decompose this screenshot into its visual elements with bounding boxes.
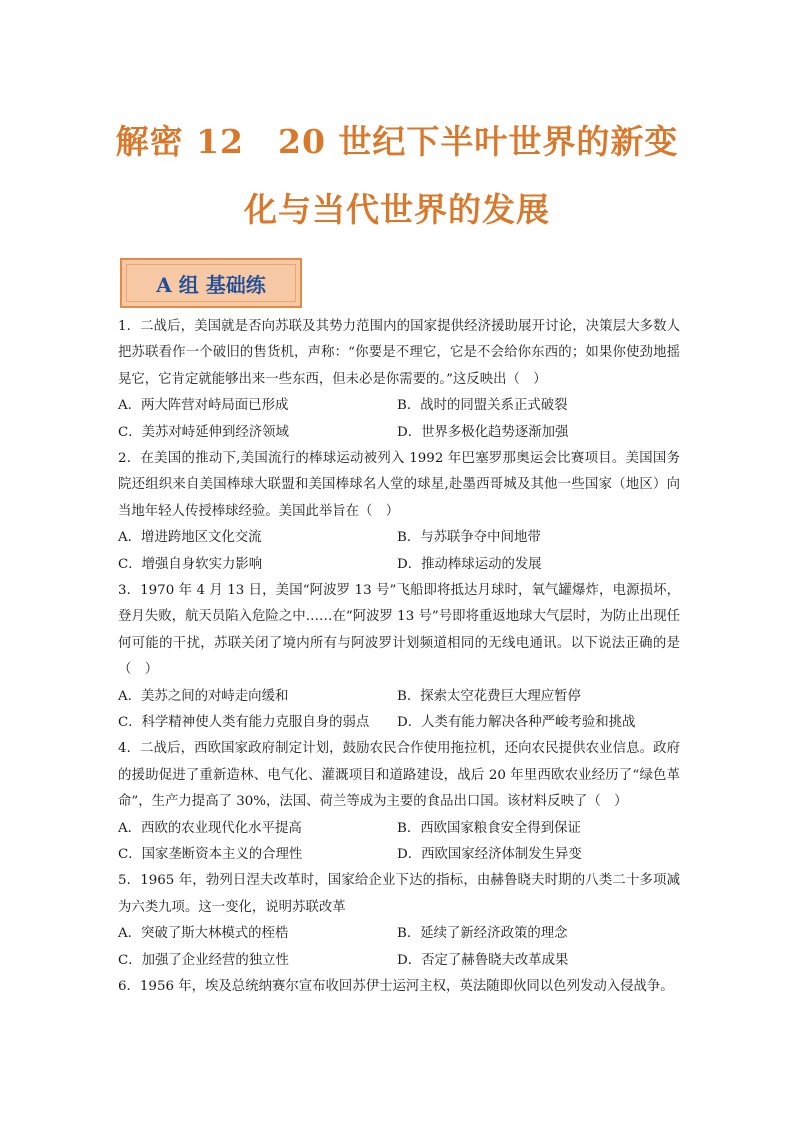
section-header-box [120,258,302,308]
option-row [118,710,680,736]
question-2 [118,446,680,578]
question-6 [118,974,680,1000]
option-d: D．推动棒球运动的发展 [397,556,542,572]
option-c: C．科学精神使人类有能力克服自身的弱点 [118,715,370,731]
option-row [118,948,680,974]
question-5 [118,868,680,974]
option-d: D．西欧国家经济体制发生异变 [397,847,582,863]
question-1 [118,314,680,446]
option-row [118,684,680,710]
option-b: B．与苏联争夺中间地带 [397,530,541,546]
question-list [118,314,680,1000]
option-b: B．探索太空花费巨大理应暂停 [397,688,581,704]
option-d: D．人类有能力解决各种严峻考验和挑战 [397,715,636,731]
option-c: C．美苏对峙延伸到经济领域 [118,424,289,440]
option-c: C．增强自身软实力影响 [118,556,263,572]
option-d: D．否定了赫鲁晓夫改革成果 [397,952,569,968]
question-stem: 6．1956 年，埃及总统纳赛尔宣布收回苏伊士运河主权，英法随即伙同以色列发动入侵战争。 [118,979,674,994]
option-row [118,921,680,947]
option-b: B．西欧国家粮食安全得到保证 [397,820,581,836]
option-b: B．延续了新经济政策的理念 [397,926,568,942]
document-title-line-2: 化与当代世界的发展 [244,190,550,229]
option-c: C．加强了企业经营的独立性 [118,952,289,968]
document-title-line-1: 解密 12 20 世纪下半叶世界的新变 [115,122,679,161]
question-4 [118,736,680,868]
option-a: A．突破了斯大林模式的桎梏 [118,926,289,942]
question-stem: 4．二战后，西欧国家政府制定计划，鼓励农民合作使用拖拉机，还向农民提供农业信息。政府的援助促进了重新造林、电气化、灌溉项目和道路建设，战后 20 年里西欧农业经历了“绿色革命”，生产力提高了 30%，法国、荷兰等成为主要的食品出口国。该材料反映了（ ） [118,741,680,810]
section-header-label: A 组 基础练 [126,264,296,302]
option-row [118,525,680,551]
option-a: A．西欧的农业现代化水平提高 [118,820,302,836]
option-row [118,420,680,446]
question-3 [118,578,680,736]
option-c: C．国家垄断资本主义的合理性 [118,847,303,863]
option-row [118,393,680,419]
question-stem: 5．1965 年，勃列日涅夫改革时，国家给企业下达的指标，由赫鲁晓夫时期的八类二十多项减为六类九项。这一变化，说明苏联改革 [118,873,680,915]
question-stem: 1．二战后，美国就是否向苏联及其势力范围内的国家提供经济援助展开讨论，决策层大多数人把苏联看作一个破旧的售货机，声称：“你要是不理它，它是不会给你东西的；如果你使劲地摇晃它，它肯定就能够出来一些东西，但未必是你需要的。”这反映出（ ） [118,319,680,387]
option-b: B．战时的同盟关系正式破裂 [397,398,568,414]
option-row [118,552,680,578]
option-row [118,842,680,868]
option-a: A．两大阵营对峙局面已形成 [118,398,289,414]
option-a: A．增进跨地区文化交流 [118,530,262,546]
option-d: D．世界多极化趋势逐渐加强 [397,424,569,440]
question-stem: 3．1970 年 4 月 13 日，美国“阿波罗 13 号”飞船即将抵达月球时，氧气罐爆炸，电源损坏，登月失败，航天员陷入危险之中……在“阿波罗 13 号”号即将重返地球大气层时，为防止出现任何可能的干扰，苏联关闭了境内所有与阿波罗计划频道相同的无线电通讯。以下说法正确的是（ ） [118,583,680,678]
option-row [118,816,680,842]
option-a: A．美苏之间的对峙走向缓和 [118,688,289,704]
question-stem: 2．在美国的推动下,美国流行的棒球运动被列入 1992 年巴塞罗那奥运会比赛项目。美国国务院还组织来自美国棒球大联盟和美国棒球名人堂的球星,赴墨西哥城及其他一些国家（地区）向当地年轻人传授棒球经验。美国此举旨在（ ） [118,451,680,519]
